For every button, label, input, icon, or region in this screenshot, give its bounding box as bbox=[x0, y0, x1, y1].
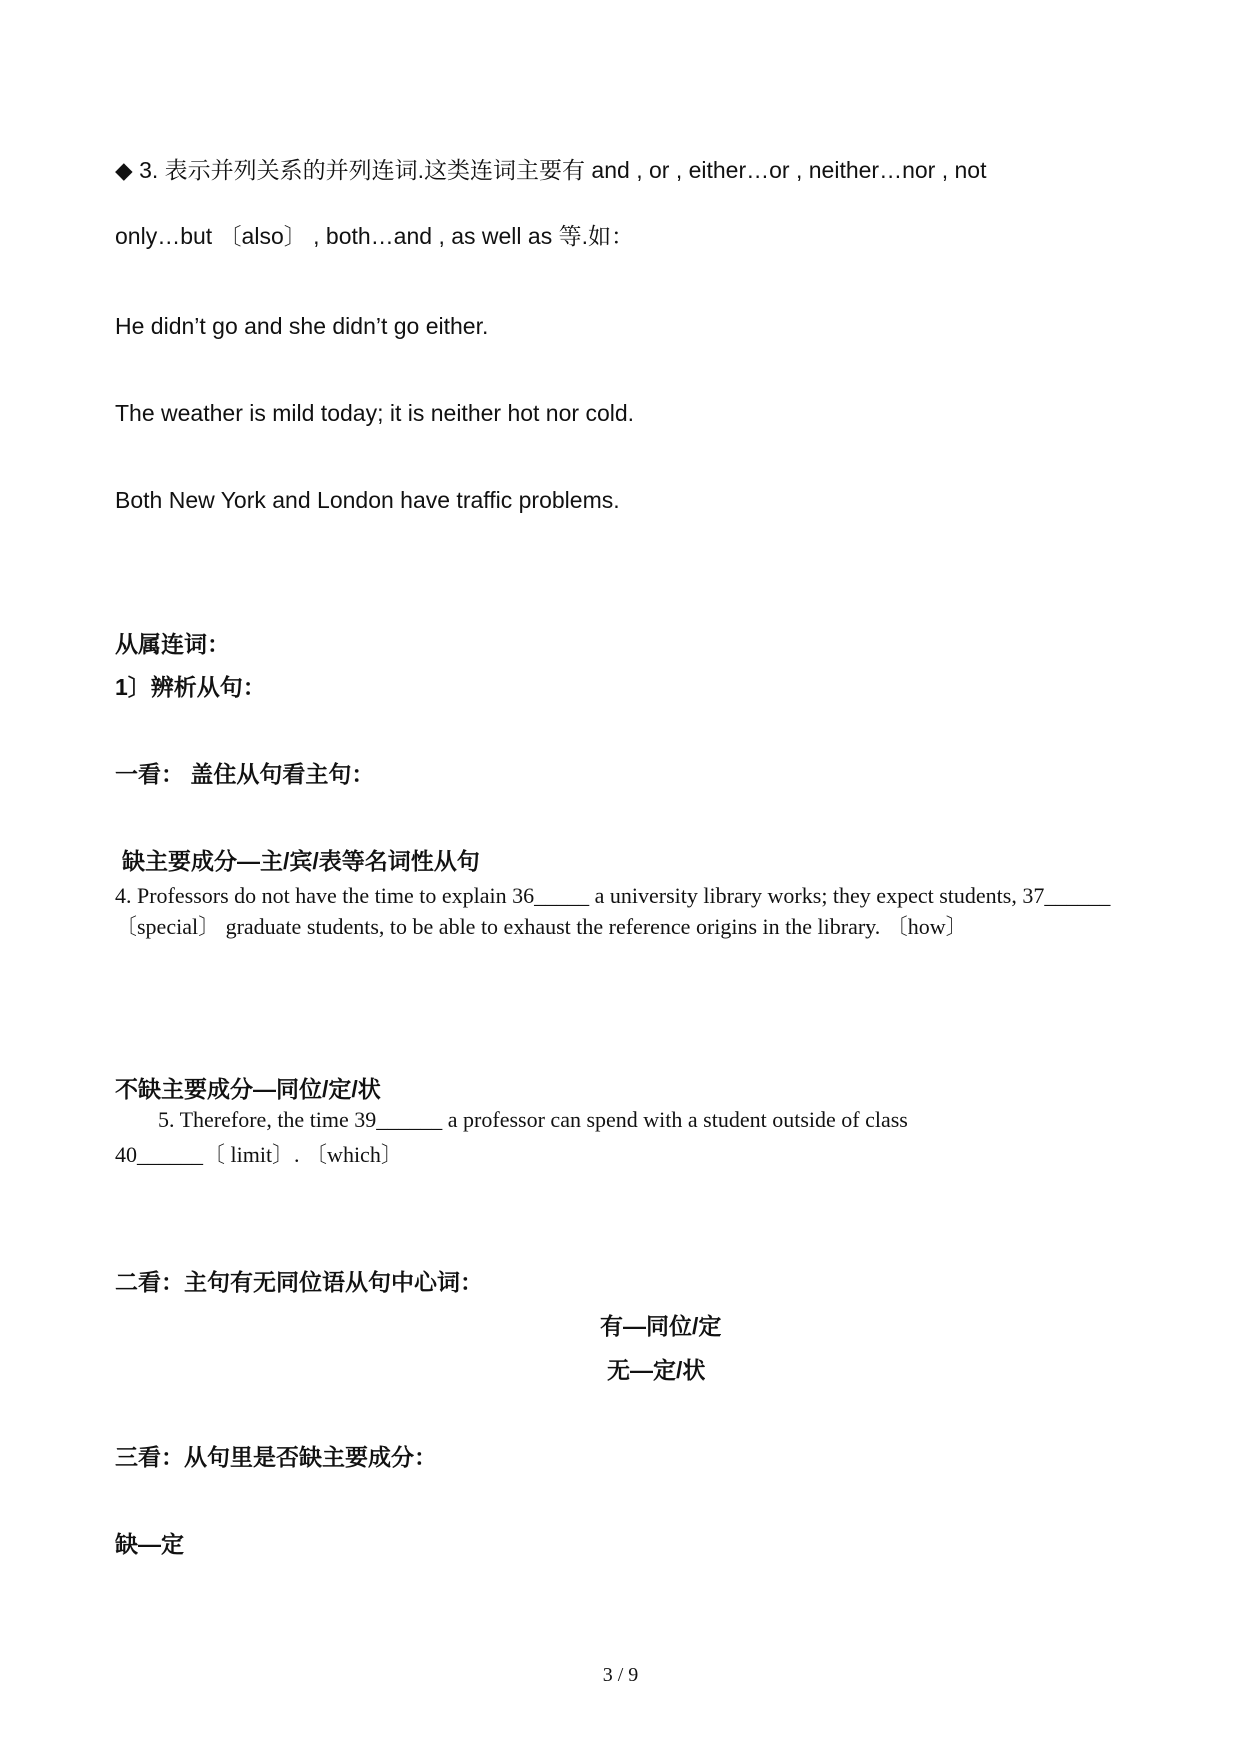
step1-title: 1〕辨析从句： bbox=[115, 674, 266, 700]
question-4: 4. Professors do not have the time to explain 36_____ a university library works; they expect students, 37______〔special〕 graduate students, to be able to exhaust the reference origins in the library. 〔how〕 bbox=[115, 883, 1111, 939]
example-sentence-1: He didn’t go and she didn’t go either. bbox=[115, 313, 489, 339]
look3-heading: 三看：从句里是否缺主要成分： bbox=[115, 1444, 437, 1470]
question-5-line-1: 5. Therefore, the time 39______ a professor can spend with a student outside of class bbox=[158, 1107, 908, 1132]
look2-no: 无—定/状 bbox=[607, 1357, 706, 1383]
look2-heading: 二看：主句有无同位语从句中心词： bbox=[115, 1269, 483, 1295]
look2-yes: 有—同位/定 bbox=[600, 1313, 722, 1339]
case-not-missing-heading: 不缺主要成分—同位/定/状 bbox=[115, 1076, 381, 1102]
section3-line-1: ◆ 3. 表示并列关系的并列连词.这类连词主要有 and , or , either…or , neither…nor , not bbox=[115, 157, 987, 183]
look3-missing: 缺—定 bbox=[115, 1531, 184, 1557]
section3-line-2: only…but 〔also〕 , both…and , as well as 等.如： bbox=[115, 223, 634, 249]
question-5-line-2: 40______〔 limit〕. 〔which〕 bbox=[115, 1142, 403, 1167]
subordinate-title: 从属连词： bbox=[115, 631, 230, 657]
example-sentence-2: The weather is mild today; it is neither hot nor cold. bbox=[115, 400, 635, 426]
case-missing-heading: 缺主要成分—主/宾/表等名词性从句 bbox=[122, 848, 480, 874]
example-sentence-3: Both New York and London have traffic problems. bbox=[115, 487, 620, 513]
look1-heading: 一看： 盖住从句看主句： bbox=[115, 761, 375, 787]
page-number: 3 / 9 bbox=[602, 1664, 639, 1686]
